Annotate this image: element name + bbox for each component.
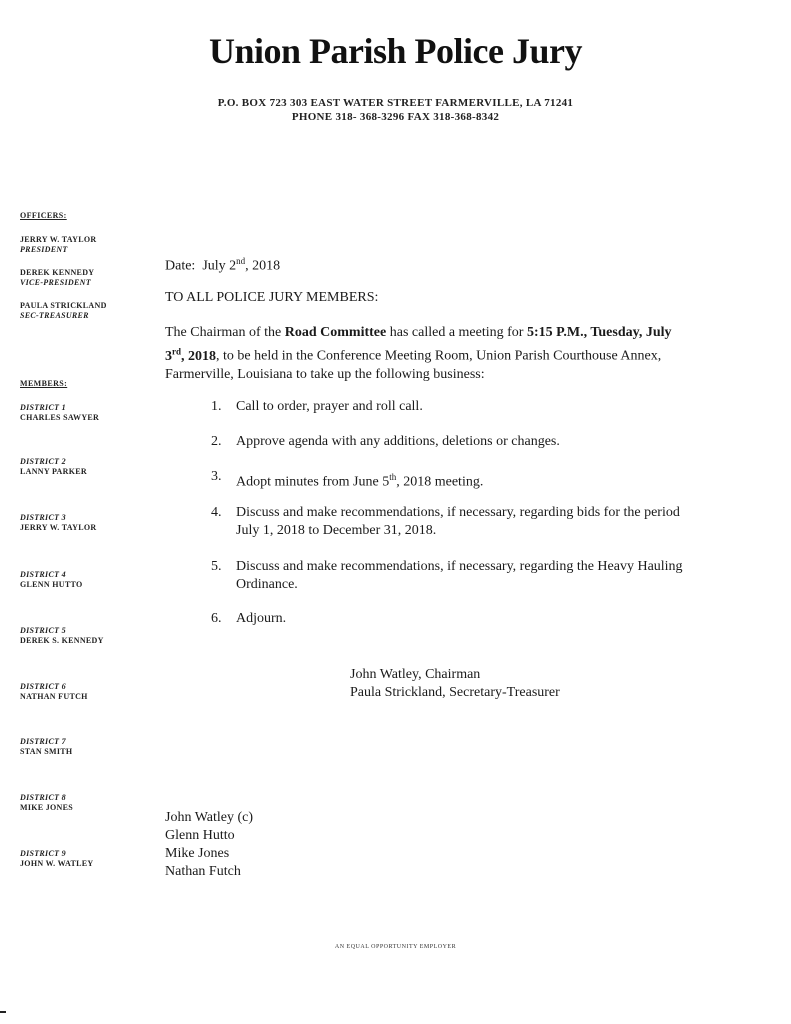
agenda-number: 3.: [211, 469, 222, 484]
officer-name: PAULA STRICKLAND: [20, 301, 107, 310]
district-label: DISTRICT 1: [20, 403, 66, 412]
district-label: DISTRICT 6: [20, 682, 66, 691]
agenda-text: Adjourn.: [236, 611, 287, 626]
district-label: DISTRICT 4: [20, 570, 66, 579]
agenda-text: Approve agenda with any additions, deletions or changes.: [236, 434, 560, 449]
intro-text: , to be held in the Conference Meeting Room, Union Parish Courthouse Annex, Farmerville, Louisiana to take up the following business:: [165, 348, 662, 382]
district-member-name: MIKE JONES: [20, 803, 74, 812]
officer-name: DEREK KENNEDY: [20, 268, 95, 277]
agenda-text: Discuss and make recommendations, if necessary, regarding the Heavy Hauling Ordinance.: [236, 559, 683, 592]
district-label: DISTRICT 2: [20, 457, 66, 466]
agenda-text-part: , 2018 meeting.: [396, 474, 484, 490]
meeting-date-ordinal: rd: [172, 346, 181, 356]
letterhead-title: Union Parish Police Jury: [209, 31, 582, 71]
district-member-name: GLENN HUTTO: [20, 580, 83, 589]
district-member-name: JOHN W. WATLEY: [20, 859, 94, 868]
district-label: DISTRICT 9: [20, 849, 66, 858]
district-member-name: DEREK S. KENNEDY: [20, 636, 104, 645]
date-day: July 2: [202, 258, 237, 274]
officer-role: PRESIDENT: [20, 245, 68, 254]
scan-mark: [0, 1011, 6, 1013]
agenda-text-part: Adopt minutes from June 5: [236, 474, 390, 490]
officer-name: JERRY W. TAYLOR: [20, 235, 97, 244]
agenda-number: 1.: [211, 399, 222, 414]
agenda-text: Discuss and make recommendations, if necessary, regarding bids for the period July 1, 2018 to December 31, 2018.: [236, 505, 680, 538]
district-member-name: JERRY W. TAYLOR: [20, 523, 97, 532]
district-member-name: CHARLES SAWYER: [20, 413, 100, 422]
agenda-ordinal: th: [389, 472, 397, 482]
committee-member: Glenn Hutto: [165, 828, 235, 843]
district-member-name: LANNY PARKER: [20, 467, 87, 476]
footer-eeo: AN EQUAL OPPORTUNITY EMPLOYER: [334, 944, 457, 950]
committee-member: Mike Jones: [165, 846, 230, 861]
district-label: DISTRICT 5: [20, 626, 66, 635]
district-member-name: NATHAN FUTCH: [20, 692, 88, 701]
members-heading: MEMBERS:: [20, 379, 68, 388]
district-member-name: STAN SMITH: [20, 747, 73, 756]
agenda-text: Call to order, prayer and roll call.: [236, 399, 423, 414]
agenda-number: 2.: [211, 434, 222, 449]
district-label: DISTRICT 8: [20, 793, 66, 802]
district-label: DISTRICT 7: [20, 737, 66, 746]
committee-name: Road Committee: [284, 325, 387, 340]
officers-heading: OFFICERS:: [20, 211, 67, 220]
phone-fax-line: PHONE 318- 368-3296 FAX 318-368-8342: [291, 111, 500, 123]
district-label: DISTRICT 3: [20, 513, 66, 522]
officer-role: SEC-TREASURER: [20, 311, 89, 320]
date-line: [165, 252, 280, 276]
date-year: , 2018: [245, 258, 281, 274]
agenda-text: [236, 468, 691, 492]
officer-role: VICE-PRESIDENT: [20, 278, 91, 287]
meeting-notice-paragraph: [165, 324, 693, 384]
committee-member: Nathan Futch: [165, 864, 241, 879]
agenda-number: 6.: [211, 611, 222, 626]
salutation: TO ALL POLICE JURY MEMBERS:: [165, 290, 379, 305]
signature-chairman: John Watley, Chairman: [350, 667, 481, 682]
signature-secretary: Paula Strickland, Secretary-Treasurer: [350, 685, 560, 700]
intro-text: The Chairman of the: [165, 325, 285, 340]
date-label: Date:: [165, 258, 196, 274]
committee-member: John Watley (c): [165, 810, 254, 825]
address-line: P.O. BOX 723 303 EAST WATER STREET FARMERVILLE, LA 71241: [217, 97, 574, 109]
agenda-number: 5.: [211, 559, 222, 574]
meeting-year: , 2018: [181, 348, 216, 364]
intro-text: has called a meeting for: [386, 325, 527, 340]
agenda-number: 4.: [211, 505, 222, 520]
date-ordinal: nd: [236, 256, 246, 266]
meeting-time-text: 5:15 P.M., Tuesday, July 3: [165, 325, 672, 364]
